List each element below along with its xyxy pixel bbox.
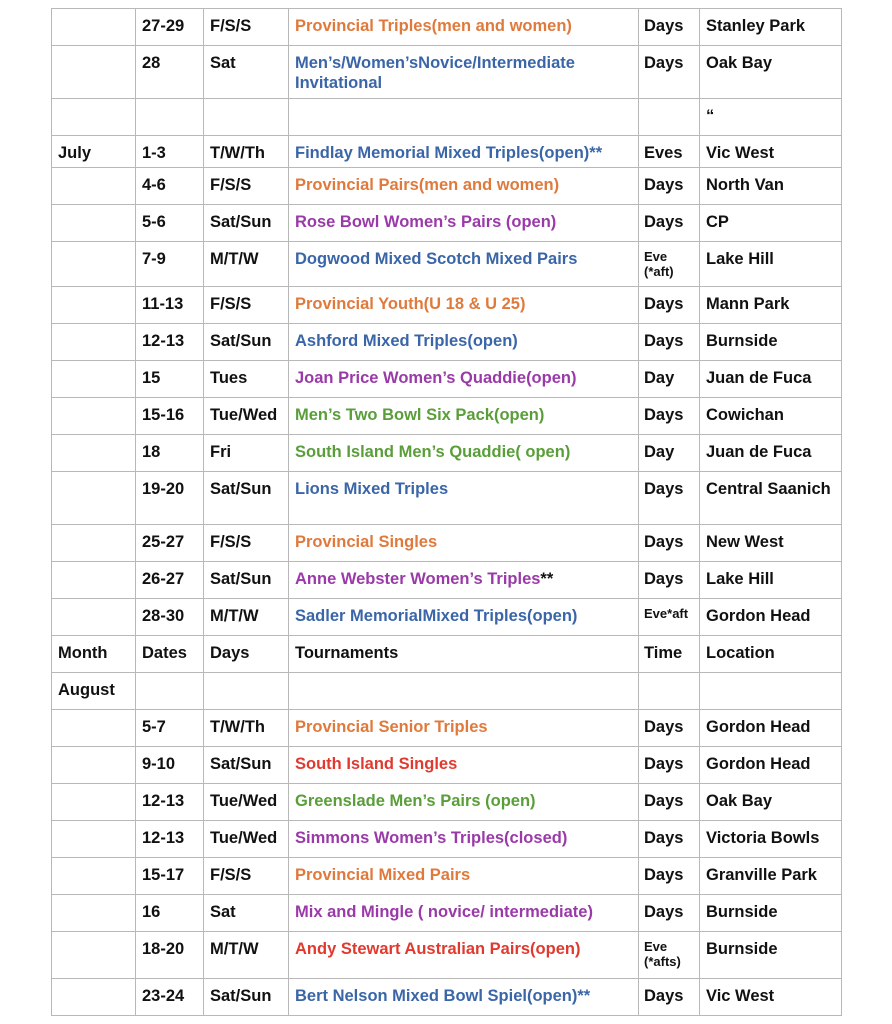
- tournament-schedule-table: [51, 8, 842, 1016]
- time-cell: Days: [639, 46, 700, 99]
- table-row: [52, 858, 842, 895]
- time-cell: Days: [639, 9, 700, 46]
- time-label: Eve: [644, 939, 668, 954]
- table-row: [52, 710, 842, 747]
- month-cell: [52, 562, 136, 599]
- table-row: [52, 599, 842, 636]
- month-cell: [52, 472, 136, 525]
- tournament-cell: [289, 136, 639, 168]
- tournament-cell: [289, 205, 639, 242]
- dates-cell: 15-17: [136, 858, 204, 895]
- tournament-cell: [289, 435, 639, 472]
- days-cell: Sat: [204, 46, 289, 99]
- days-cell: F/S/S: [204, 525, 289, 562]
- tournament-cell: [289, 932, 639, 979]
- dates-cell: 27-29: [136, 9, 204, 46]
- table-row: [52, 472, 842, 525]
- days-cell: Sat/Sun: [204, 747, 289, 784]
- dates-cell: 12-13: [136, 821, 204, 858]
- month-cell: [52, 784, 136, 821]
- month-cell: [52, 710, 136, 747]
- days-cell: T/W/Th: [204, 710, 289, 747]
- location-cell: Stanley Park: [700, 9, 842, 46]
- time-cell: [639, 673, 700, 710]
- days-cell: F/S/S: [204, 858, 289, 895]
- tournament-name: Provincial Pairs(men and women): [295, 176, 560, 194]
- table-row: [52, 525, 842, 562]
- location-cell: Lake Hill: [700, 242, 842, 287]
- tournament-cell: [289, 821, 639, 858]
- tournament-cell: [289, 747, 639, 784]
- time-cell: Days: [639, 398, 700, 435]
- tournament-name: Lions Mixed Triples: [295, 480, 449, 498]
- days-cell: M/T/W: [204, 599, 289, 636]
- month-cell: [52, 168, 136, 205]
- location-cell: Oak Bay: [700, 784, 842, 821]
- tournament-name: Sadler MemorialMixed Triples(open): [295, 607, 578, 625]
- time-cell: Day: [639, 361, 700, 398]
- time-cell: Days: [639, 858, 700, 895]
- tournament-cell: [289, 361, 639, 398]
- time-cell: Days: [639, 747, 700, 784]
- table-row: [52, 784, 842, 821]
- dates-cell: 7-9: [136, 242, 204, 287]
- tournament-name: Provincial Mixed Pairs: [295, 866, 471, 884]
- tournament-name: Provincial Singles: [295, 533, 438, 551]
- location-cell: CP: [700, 205, 842, 242]
- month-cell: July: [52, 136, 136, 168]
- tournament-name: Anne Webster Women’s Triples**: [295, 570, 554, 588]
- table-row: [52, 287, 842, 324]
- dates-cell: 15: [136, 361, 204, 398]
- dates-cell: 16: [136, 895, 204, 932]
- dates-cell: 4-6: [136, 168, 204, 205]
- dates-cell: 5-6: [136, 205, 204, 242]
- tournament-cell: [289, 525, 639, 562]
- dates-cell: 12-13: [136, 784, 204, 821]
- time-cell: Days: [639, 895, 700, 932]
- location-cell: Gordon Head: [700, 747, 842, 784]
- month-cell: [52, 525, 136, 562]
- time-cell: [639, 932, 700, 979]
- time-cell: Days: [639, 472, 700, 525]
- tournament-cell: [289, 784, 639, 821]
- month-cell: [52, 979, 136, 1016]
- location-cell: Burnside: [700, 895, 842, 932]
- month-cell: [52, 821, 136, 858]
- days-cell: [204, 673, 289, 710]
- time-cell: Days: [639, 784, 700, 821]
- tournament-name: Greenslade Men’s Pairs (open): [295, 792, 536, 810]
- tournament-cell: [289, 99, 639, 136]
- time-note: (*aft): [644, 264, 674, 279]
- table-row: [52, 398, 842, 435]
- days-cell: Sat/Sun: [204, 324, 289, 361]
- location-cell: Juan de Fuca: [700, 435, 842, 472]
- tournament-name: Simmons Women’s Triples(closed): [295, 829, 568, 847]
- days-cell: Tues: [204, 361, 289, 398]
- location-cell: Gordon Head: [700, 599, 842, 636]
- table-row: [52, 361, 842, 398]
- dates-cell: 12-13: [136, 324, 204, 361]
- location-cell: North Van: [700, 168, 842, 205]
- tournament-cell: [289, 324, 639, 361]
- tournament-cell: [289, 398, 639, 435]
- table-row: [52, 46, 842, 99]
- table-row: [52, 979, 842, 1016]
- tournament-name: Andy Stewart Australian Pairs(open): [295, 940, 581, 958]
- location-cell: Location: [700, 636, 842, 673]
- time-cell: Days: [639, 979, 700, 1016]
- days-cell: F/S/S: [204, 287, 289, 324]
- table-row: [52, 9, 842, 46]
- dates-cell: 18-20: [136, 932, 204, 979]
- dates-cell: 28: [136, 46, 204, 99]
- table-row: [52, 324, 842, 361]
- location-cell: Oak Bay: [700, 46, 842, 99]
- time-cell: Days: [639, 324, 700, 361]
- table-row: [52, 821, 842, 858]
- tournament-name: Findlay Memorial Mixed Triples(open)**: [295, 144, 603, 162]
- days-cell: Tue/Wed: [204, 784, 289, 821]
- table-row: [52, 562, 842, 599]
- days-cell: M/T/W: [204, 242, 289, 287]
- days-cell: M/T/W: [204, 932, 289, 979]
- time-cell: Day: [639, 435, 700, 472]
- table-row: [52, 136, 842, 168]
- dates-cell: 5-7: [136, 710, 204, 747]
- dates-cell: 28-30: [136, 599, 204, 636]
- tournament-name: South Island Men’s Quaddie( open): [295, 443, 571, 461]
- month-cell: Month: [52, 636, 136, 673]
- month-cell: [52, 747, 136, 784]
- days-cell: [204, 99, 289, 136]
- tournament-name: Provincial Triples(men and women): [295, 17, 572, 35]
- location-cell: Vic West: [700, 979, 842, 1016]
- tournament-name: Ashford Mixed Triples(open): [295, 332, 518, 350]
- days-cell: T/W/Th: [204, 136, 289, 168]
- dates-cell: Dates: [136, 636, 204, 673]
- tournament-name: Provincial Youth(U 18 & U 25): [295, 295, 526, 313]
- tournament-cell: [289, 710, 639, 747]
- table-row: [52, 747, 842, 784]
- time-cell: Days: [639, 287, 700, 324]
- dates-cell: 1-3: [136, 136, 204, 168]
- tournament-name: South Island Singles: [295, 755, 458, 773]
- dates-cell: 25-27: [136, 525, 204, 562]
- location-cell: Vic West: [700, 136, 842, 168]
- time-cell: Days: [639, 710, 700, 747]
- dates-cell: [136, 673, 204, 710]
- location-cell: [700, 673, 842, 710]
- table-row: [52, 636, 842, 673]
- time-cell: [639, 242, 700, 287]
- days-cell: Sat/Sun: [204, 472, 289, 525]
- tournament-cell: [289, 636, 639, 673]
- table-row: [52, 673, 842, 710]
- time-note: (*afts): [644, 954, 681, 969]
- time-cell: Days: [639, 168, 700, 205]
- time-cell: Days: [639, 525, 700, 562]
- tournament-name: Mix and Mingle ( novice/ intermediate): [295, 903, 593, 921]
- days-cell: Tue/Wed: [204, 821, 289, 858]
- tournament-cell: [289, 895, 639, 932]
- month-cell: August: [52, 673, 136, 710]
- table-row: [52, 242, 842, 287]
- tournament-cell: [289, 562, 639, 599]
- location-cell: Lake Hill: [700, 562, 842, 599]
- month-cell: [52, 324, 136, 361]
- location-cell: Central Saanich: [700, 472, 842, 525]
- tournament-name: Provincial Senior Triples: [295, 718, 488, 736]
- dates-cell: 15-16: [136, 398, 204, 435]
- month-cell: [52, 398, 136, 435]
- location-cell: Granville Park: [700, 858, 842, 895]
- table-row: [52, 168, 842, 205]
- location-cell: Victoria Bowls: [700, 821, 842, 858]
- tournament-name: Men’s Two Bowl Six Pack(open): [295, 406, 545, 424]
- time-label: Eve: [644, 249, 668, 264]
- time-cell: Time: [639, 636, 700, 673]
- table-row: [52, 932, 842, 979]
- table-row: [52, 205, 842, 242]
- location-cell: “: [700, 99, 842, 136]
- month-cell: [52, 435, 136, 472]
- tournament-name: Tournaments: [295, 644, 399, 662]
- time-label: Eve*aft: [644, 606, 689, 621]
- table-row: [52, 435, 842, 472]
- month-cell: [52, 46, 136, 99]
- days-cell: Sat: [204, 895, 289, 932]
- dates-cell: 9-10: [136, 747, 204, 784]
- tournament-cell: [289, 168, 639, 205]
- days-cell: F/S/S: [204, 168, 289, 205]
- month-cell: [52, 99, 136, 136]
- days-cell: Sat/Sun: [204, 205, 289, 242]
- tournament-cell: [289, 9, 639, 46]
- dates-cell: 11-13: [136, 287, 204, 324]
- month-cell: [52, 895, 136, 932]
- dates-cell: [136, 99, 204, 136]
- dates-cell: 23-24: [136, 979, 204, 1016]
- dates-cell: 19-20: [136, 472, 204, 525]
- tournament-cell: [289, 858, 639, 895]
- time-cell: Eves: [639, 136, 700, 168]
- location-cell: Gordon Head: [700, 710, 842, 747]
- location-cell: Mann Park: [700, 287, 842, 324]
- tournament-cell: [289, 287, 639, 324]
- location-cell: New West: [700, 525, 842, 562]
- tournament-cell: [289, 673, 639, 710]
- days-cell: Days: [204, 636, 289, 673]
- month-cell: [52, 858, 136, 895]
- tournament-name: Bert Nelson Mixed Bowl Spiel(open)**: [295, 987, 591, 1005]
- month-cell: [52, 599, 136, 636]
- tournament-cell: [289, 46, 639, 99]
- location-cell: Cowichan: [700, 398, 842, 435]
- days-cell: Sat/Sun: [204, 562, 289, 599]
- time-cell: Days: [639, 205, 700, 242]
- month-cell: [52, 287, 136, 324]
- dates-cell: 18: [136, 435, 204, 472]
- location-cell: Juan de Fuca: [700, 361, 842, 398]
- days-cell: Sat/Sun: [204, 979, 289, 1016]
- days-cell: Fri: [204, 435, 289, 472]
- month-cell: [52, 9, 136, 46]
- table-row: [52, 895, 842, 932]
- schedule-body: [52, 9, 842, 1016]
- time-cell: Days: [639, 562, 700, 599]
- tournament-name: Dogwood Mixed Scotch Mixed Pairs: [295, 250, 578, 268]
- tournament-cell: [289, 472, 639, 525]
- time-cell: [639, 99, 700, 136]
- time-cell: [639, 599, 700, 636]
- dates-cell: 26-27: [136, 562, 204, 599]
- time-cell: Days: [639, 821, 700, 858]
- days-cell: F/S/S: [204, 9, 289, 46]
- tournament-cell: [289, 242, 639, 287]
- tournament-name: Rose Bowl Women’s Pairs (open): [295, 213, 557, 231]
- table-row: [52, 99, 842, 136]
- tournament-cell: [289, 979, 639, 1016]
- month-cell: [52, 932, 136, 979]
- tournament-cell: [289, 599, 639, 636]
- month-cell: [52, 205, 136, 242]
- month-cell: [52, 242, 136, 287]
- month-cell: [52, 361, 136, 398]
- location-cell: Burnside: [700, 324, 842, 361]
- tournament-name: Joan Price Women’s Quaddie(open): [295, 369, 577, 387]
- days-cell: Tue/Wed: [204, 398, 289, 435]
- location-cell: Burnside: [700, 932, 842, 979]
- tournament-name: Men’s/Women’sNovice/Intermediate Invitational: [295, 54, 575, 92]
- footnote-stars: **: [540, 570, 554, 588]
